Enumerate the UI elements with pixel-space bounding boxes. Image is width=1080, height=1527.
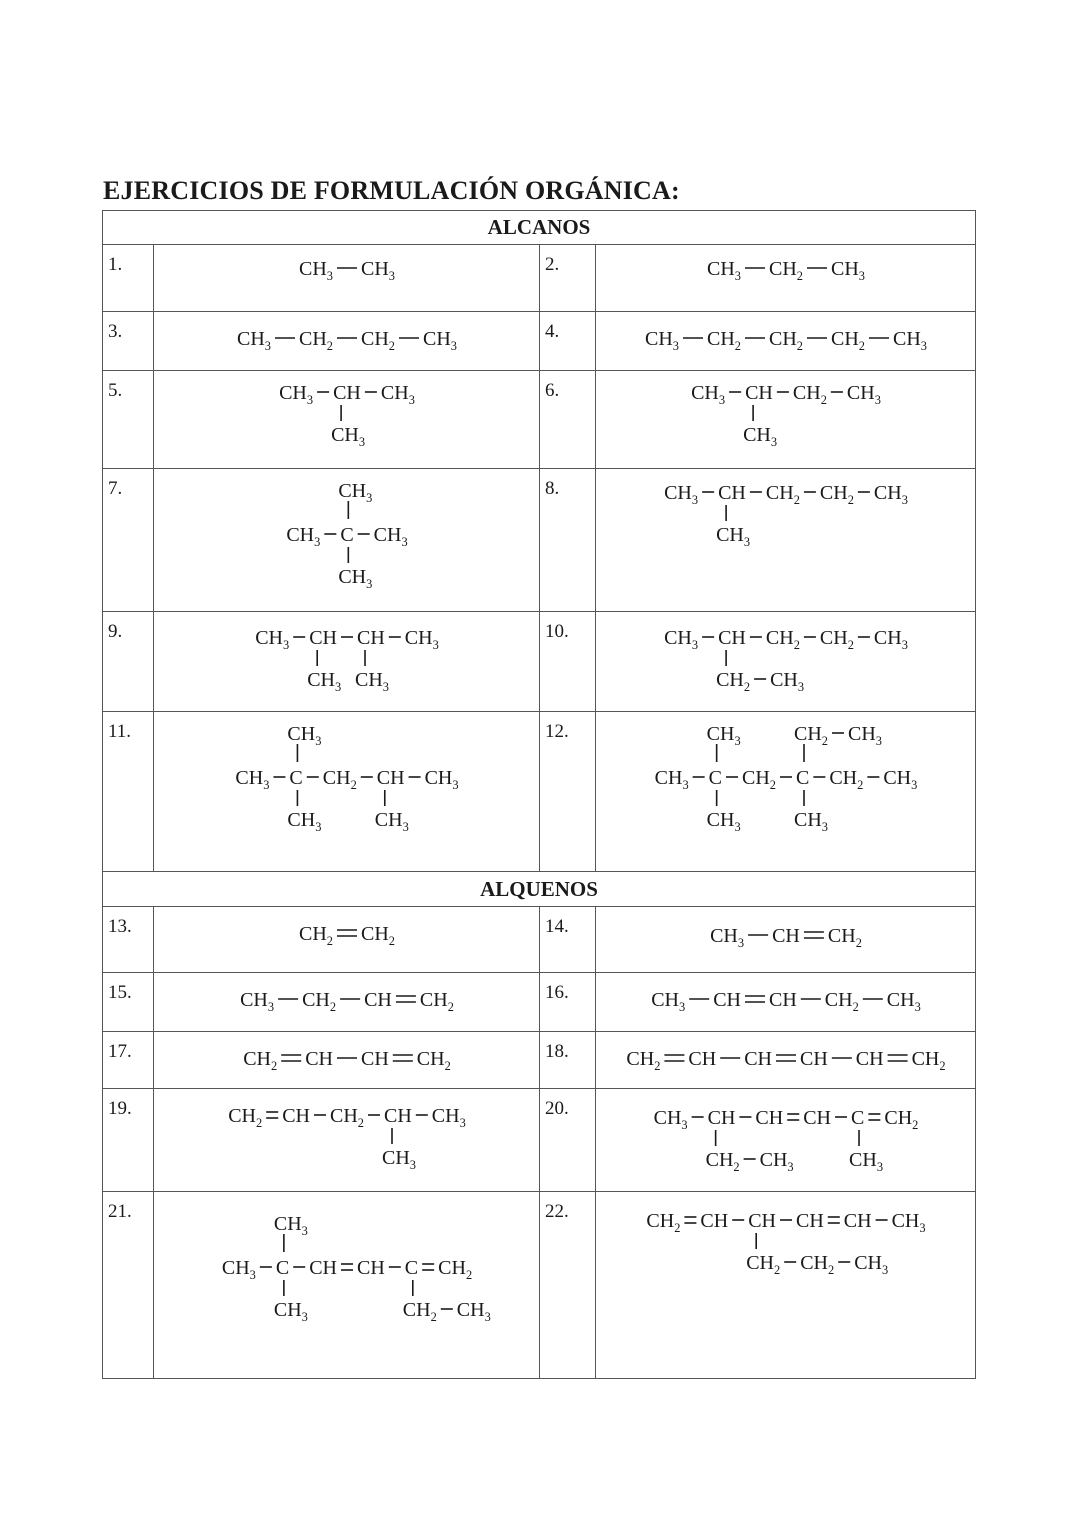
formula-1	[154, 245, 540, 312]
formula-group: $CH_3$	[423, 328, 457, 353]
formula-group: CH	[769, 989, 797, 1011]
exercise-number: 14.	[540, 907, 596, 973]
formula-group: C	[404, 1257, 419, 1279]
formula-group: C	[275, 1257, 290, 1279]
formula-group: $CH_3$	[710, 925, 745, 950]
formula-group: CH	[376, 767, 405, 789]
formula-cell	[154, 612, 540, 712]
formula-group: $CH_2$	[228, 1105, 263, 1130]
formula-group: $CH_3$	[355, 669, 389, 694]
formula-12	[596, 712, 976, 872]
formula-group: $CH_2$	[742, 767, 776, 792]
formula-group: CH	[843, 1210, 872, 1232]
formula-group: CH	[305, 1048, 333, 1070]
formula-group: $CH_2$	[829, 767, 864, 792]
formula-11	[154, 712, 540, 872]
formula-group: $CH_3$	[240, 989, 275, 1014]
formula-cell	[596, 1089, 976, 1192]
formula-group: $CH_3$	[849, 1149, 884, 1174]
formula-group: $CH_3$	[221, 1257, 256, 1282]
formula-group: $CH_3$	[664, 627, 699, 652]
formula-group: $CH_2$	[794, 723, 828, 748]
formula-group: $CH_3$	[237, 328, 271, 353]
formula-cell	[154, 973, 540, 1032]
formula-13	[154, 907, 540, 973]
formula-4	[596, 312, 976, 371]
formula-group: CH	[800, 1048, 828, 1070]
formula-group: CH	[357, 627, 385, 649]
formula-group: $CH_3$	[380, 382, 415, 407]
formula-group: $CH_3$	[456, 1299, 491, 1324]
formula-cell	[596, 312, 976, 371]
formula-group: $CH_3$	[299, 258, 333, 283]
exercise-number: 22.	[540, 1192, 596, 1379]
formula-group: C	[851, 1107, 865, 1129]
formula-group: CH	[718, 627, 746, 649]
formula-group: CH	[772, 925, 800, 947]
formula-group: $CH_3$	[794, 809, 828, 834]
formula-group: $CH_2$	[765, 627, 800, 652]
formula-group: $CH_2$	[827, 925, 862, 950]
formula-group: CH	[707, 1107, 736, 1129]
formula-group: CH	[364, 989, 392, 1011]
formula-group: $CH_3$	[873, 627, 908, 652]
formula-group: $CH_3$	[654, 767, 689, 792]
formula-cell	[596, 245, 976, 312]
formula-group: $CH_2$	[819, 627, 854, 652]
formula-group: $CH_2$	[769, 258, 803, 283]
formula-group: $CH_2$	[765, 482, 800, 507]
formula-group: $CH_3$	[645, 328, 679, 353]
formula-group: $CH_3$	[664, 482, 699, 507]
formula-group: $CH_3$	[770, 669, 805, 694]
formula-cell	[596, 1192, 976, 1379]
formula-group: $CH_3$	[286, 524, 321, 549]
formula-group: $CH_3$	[331, 424, 366, 449]
formula-group: $CH_3$	[891, 1210, 926, 1235]
formula-cell	[154, 712, 540, 872]
formula-17	[154, 1032, 540, 1089]
formula-7	[154, 469, 540, 612]
formula-group: $CH_3$	[706, 809, 741, 834]
formula-group: $CH_3$	[431, 1105, 466, 1130]
formula-group: $CH_3$	[273, 1299, 308, 1324]
formula-group: $CH_2$	[361, 328, 395, 353]
formula-group: $CH_3$	[404, 627, 439, 652]
formula-20	[596, 1089, 976, 1192]
formula-22	[596, 1192, 976, 1379]
formula-group: $CH_3$	[361, 258, 395, 283]
formula-cell	[154, 1192, 540, 1379]
formula-group: $CH_2$	[646, 1210, 681, 1235]
formula-18	[596, 1032, 976, 1089]
formula-group: CH	[357, 1257, 385, 1279]
formula-group: $CH_3$	[273, 1213, 308, 1238]
formula-cell	[596, 612, 976, 712]
formula-group: $CH_3$	[651, 989, 686, 1014]
formula-group: $CH_3$	[716, 524, 751, 549]
formula-group: $CH_2$	[419, 989, 454, 1014]
formula-group: CH	[700, 1210, 729, 1232]
formula-group: $CH_2$	[243, 1048, 278, 1073]
section-header-alcanos: ALCANOS	[103, 211, 976, 245]
formula-group: $CH_2$	[626, 1048, 661, 1073]
formula-group: $CH_3$	[848, 723, 882, 748]
formula-group: $CH_2$	[792, 382, 827, 407]
formula-group: $CH_3$	[374, 809, 409, 834]
formula-group: $CH_2$	[716, 669, 751, 694]
formula-group: CH	[803, 1107, 832, 1129]
formula-group: $CH_2$	[330, 1105, 364, 1130]
formula-group: $CH_3$	[279, 382, 314, 407]
exercise-number: 6.	[540, 371, 596, 469]
formula-16	[596, 973, 976, 1032]
exercise-number: 15.	[103, 973, 154, 1032]
formula-group: $CH_3$	[382, 1147, 416, 1172]
formula-group: $CH_3$	[707, 258, 741, 283]
formula-5	[154, 371, 540, 469]
formula-group: C	[708, 767, 722, 789]
exercise-number: 17.	[103, 1032, 154, 1089]
formula-group: $CH_2$	[322, 767, 357, 792]
formula-group: $CH_2$	[800, 1252, 835, 1277]
exercise-number: 21.	[103, 1192, 154, 1379]
formula-cell	[154, 1032, 540, 1089]
formula-group: CH	[744, 1048, 772, 1070]
formula-19	[154, 1089, 540, 1192]
formula-group: $CH_3$	[338, 566, 373, 591]
formula-group: CH	[755, 1107, 784, 1129]
exercise-number: 18.	[540, 1032, 596, 1089]
formula-group: $CH_2$	[831, 328, 865, 353]
formula-cell	[596, 469, 976, 612]
formula-cell	[596, 371, 976, 469]
formula-group: $CH_3$	[307, 669, 342, 694]
exercise-number: 9.	[103, 612, 154, 712]
formula-group: C	[340, 524, 354, 546]
formula-group: $CH_3$	[743, 424, 778, 449]
exercise-number: 20.	[540, 1089, 596, 1192]
formula-group: CH	[384, 1105, 412, 1127]
section-header-alquenos: ALQUENOS	[103, 872, 976, 907]
formula-group: CH	[309, 1257, 337, 1279]
formula-group: $CH_3$	[235, 767, 270, 792]
formula-group: $CH_2$	[884, 1107, 919, 1132]
formula-group: CH	[713, 989, 741, 1011]
formula-6	[596, 371, 976, 469]
formula-group: $CH_2$	[819, 482, 854, 507]
formula-group: CH	[745, 382, 773, 404]
formula-group: $CH_2$	[361, 923, 395, 948]
formula-group: $CH_2$	[302, 989, 337, 1014]
formula-group: C	[796, 767, 810, 789]
formula-10	[596, 612, 976, 712]
formula-cell	[154, 469, 540, 612]
formula-group: CH	[688, 1048, 717, 1070]
exercise-number: 16.	[540, 973, 596, 1032]
formula-group: $CH_3$	[287, 723, 322, 748]
formula-group: $CH_3$	[846, 382, 881, 407]
formula-group: $CH_3$	[873, 482, 908, 507]
formula-cell	[154, 245, 540, 312]
formula-21	[154, 1192, 540, 1379]
formula-9	[154, 612, 540, 712]
exercise-number: 19.	[103, 1089, 154, 1192]
exercise-number: 7.	[103, 469, 154, 612]
formula-group: $CH_3$	[373, 524, 408, 549]
formula-group: CH	[796, 1210, 824, 1232]
formula-group: $CH_3$	[883, 767, 918, 792]
formula-group: CH	[282, 1105, 310, 1127]
exercise-table	[102, 210, 976, 1379]
formula-group: CH	[309, 627, 337, 649]
formula-14	[596, 907, 976, 973]
formula-group: CH	[718, 482, 746, 504]
formula-8	[596, 469, 976, 612]
formula-group: $CH_2$	[824, 989, 859, 1014]
formula-cell	[596, 712, 976, 872]
formula-group: $CH_2$	[707, 328, 741, 353]
exercise-number: 5.	[103, 371, 154, 469]
formula-group: $CH_3$	[854, 1252, 889, 1277]
formula-group: $CH_3$	[759, 1149, 794, 1174]
formula-group: $CH_2$	[416, 1048, 451, 1073]
exercise-number: 12.	[540, 712, 596, 872]
exercise-number: 13.	[103, 907, 154, 973]
formula-group: $CH_2$	[769, 328, 803, 353]
formula-group: CH	[748, 1210, 776, 1232]
formula-group: $CH_2$	[705, 1149, 740, 1174]
formula-group: CH	[333, 382, 361, 404]
formula-group: CH	[361, 1048, 389, 1070]
formula-group: $CH_3$	[706, 723, 741, 748]
formula-group: $CH_3$	[653, 1107, 688, 1132]
formula-group: $CH_3$	[255, 627, 290, 652]
exercise-number: 11.	[103, 712, 154, 872]
formula-cell	[154, 312, 540, 371]
formula-cell	[596, 907, 976, 973]
exercise-number: 3.	[103, 312, 154, 371]
formula-group: $CH_3$	[424, 767, 459, 792]
formula-group: $CH_2$	[402, 1299, 437, 1324]
formula-group: $CH_2$	[438, 1257, 473, 1282]
formula-group: $CH_2$	[299, 923, 333, 948]
formula-group: $CH_2$	[746, 1252, 781, 1277]
exercise-number: 10.	[540, 612, 596, 712]
exercise-number: 1.	[103, 245, 154, 312]
formula-group: CH	[855, 1048, 884, 1070]
formula-group: $CH_3$	[287, 809, 322, 834]
formula-group: $CH_3$	[338, 480, 373, 505]
formula-group: $CH_3$	[886, 989, 921, 1014]
formula-group: $CH_3$	[691, 382, 726, 407]
formula-cell	[154, 371, 540, 469]
exercise-number: 8.	[540, 469, 596, 612]
formula-cell	[154, 1089, 540, 1192]
formula-3	[154, 312, 540, 371]
formula-group: $CH_2$	[299, 328, 333, 353]
formula-15	[154, 973, 540, 1032]
formula-cell	[154, 907, 540, 973]
formula-2	[596, 245, 976, 312]
formula-group: $CH_2$	[911, 1048, 946, 1073]
formula-cell	[596, 973, 976, 1032]
formula-cell	[596, 1032, 976, 1089]
formula-group: $CH_3$	[831, 258, 865, 283]
page-title: EJERCICIOS DE FORMULACIÓN ORGÁNICA:	[103, 176, 680, 205]
formula-group: $CH_3$	[893, 328, 927, 353]
formula-group: C	[289, 767, 303, 789]
exercise-number: 4.	[540, 312, 596, 371]
exercise-number: 2.	[540, 245, 596, 312]
